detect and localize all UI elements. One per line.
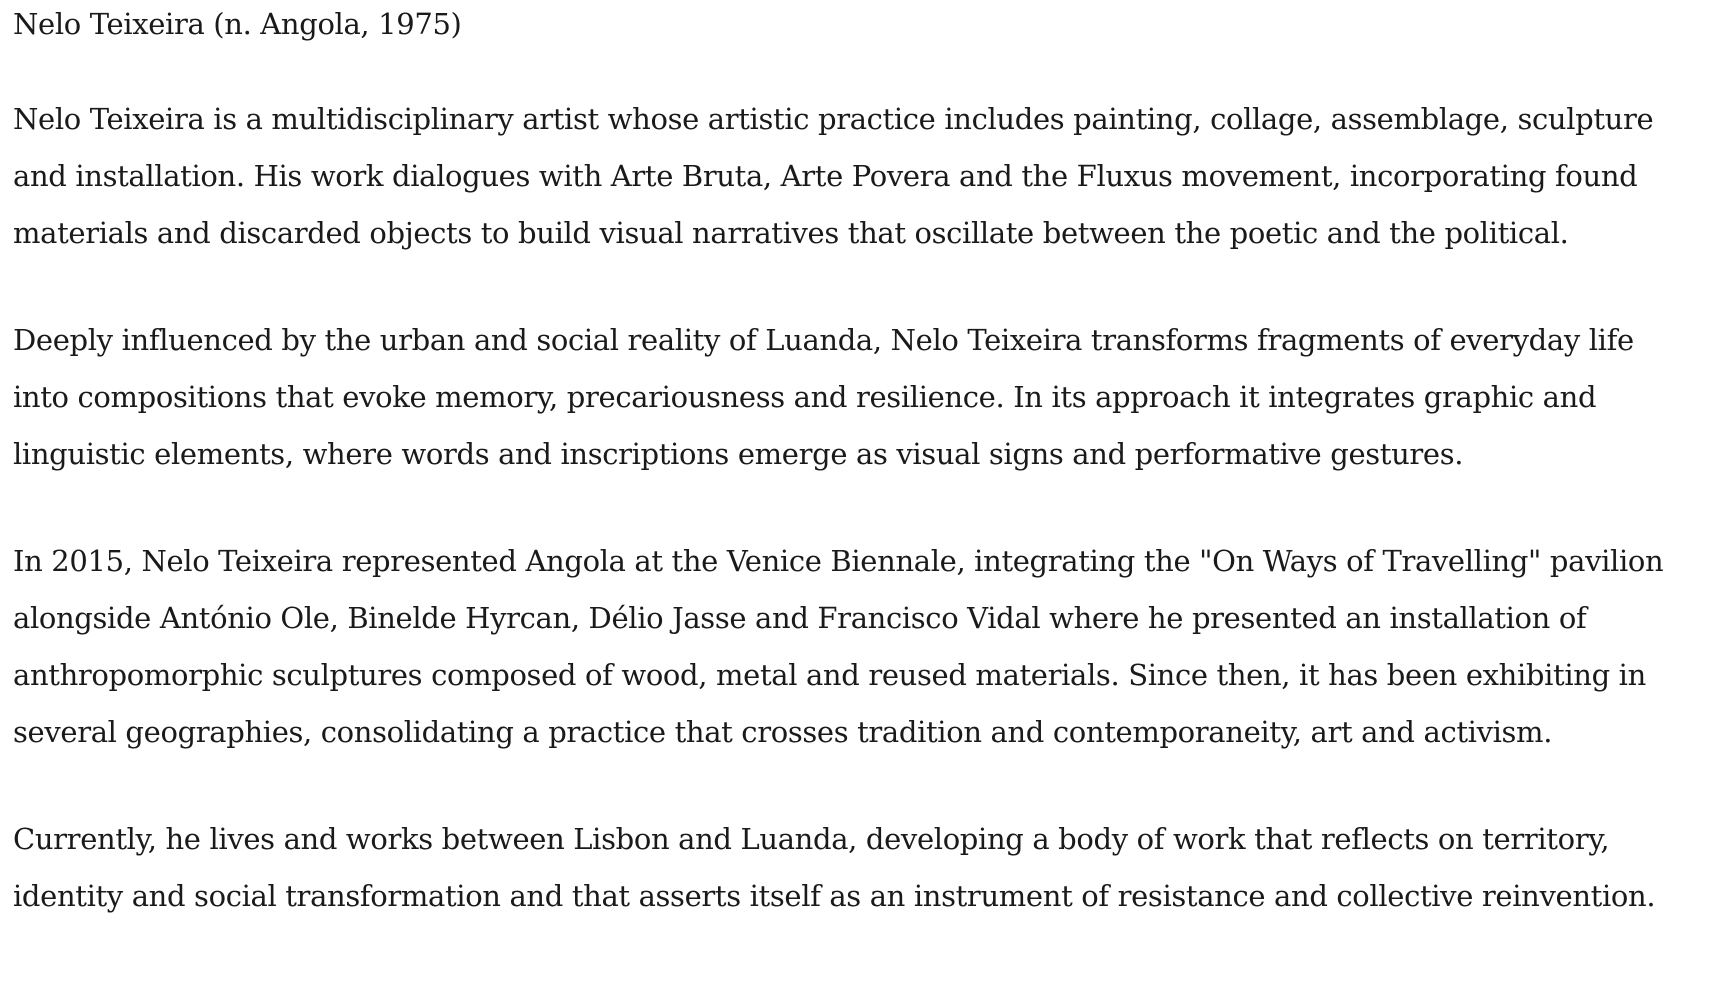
bio-line: In 2015, Nelo Teixeira represented Angola at the Venice Biennale, integrating the "On Ways of Travelling" pavilion	[13, 544, 1664, 578]
bio-line: linguistic elements, where words and inscriptions emerge as visual signs and performative gestures.	[13, 437, 1464, 471]
bio-line: and installation. His work dialogues with Arte Bruta, Arte Povera and the Fluxus movement, incorporating found	[13, 159, 1638, 193]
bio-line: into compositions that evoke memory, precariousness and resilience. In its approach it integrates graphic and	[13, 380, 1597, 414]
bio-line: Nelo Teixeira is a multidisciplinary artist whose artistic practice includes painting, collage, assemblage, sculpture	[13, 102, 1654, 136]
bio-paragraph-venice-biennale	[13, 533, 1700, 761]
bio-paragraph-influences	[13, 312, 1700, 483]
bio-line: anthropomorphic sculptures composed of wood, metal and reused materials. Since then, it has been exhibiting in	[13, 658, 1646, 692]
bio-line: Deeply influenced by the urban and social reality of Luanda, Nelo Teixeira transforms fragments of everyday life	[13, 323, 1634, 357]
bio-line: several geographies, consolidating a practice that crosses tradition and contemporaneity, art and activism.	[13, 715, 1553, 749]
bio-line: alongside António Ole, Binelde Hyrcan, Délio Jasse and Francisco Vidal where he presented an installation of	[13, 601, 1587, 635]
bio-line: Currently, he lives and works between Lisbon and Luanda, developing a body of work that reflects on territory,	[13, 822, 1610, 856]
artist-heading: Nelo Teixeira (n. Angola, 1975)	[13, 7, 462, 41]
bio-paragraph-practice	[13, 91, 1700, 262]
bio-line: identity and social transformation and that asserts itself as an instrument of resistance and collective reinvention.	[13, 879, 1656, 913]
bio-line: materials and discarded objects to build visual narratives that oscillate between the poetic and the political.	[13, 216, 1569, 250]
bio-paragraph-current-work	[13, 811, 1700, 925]
